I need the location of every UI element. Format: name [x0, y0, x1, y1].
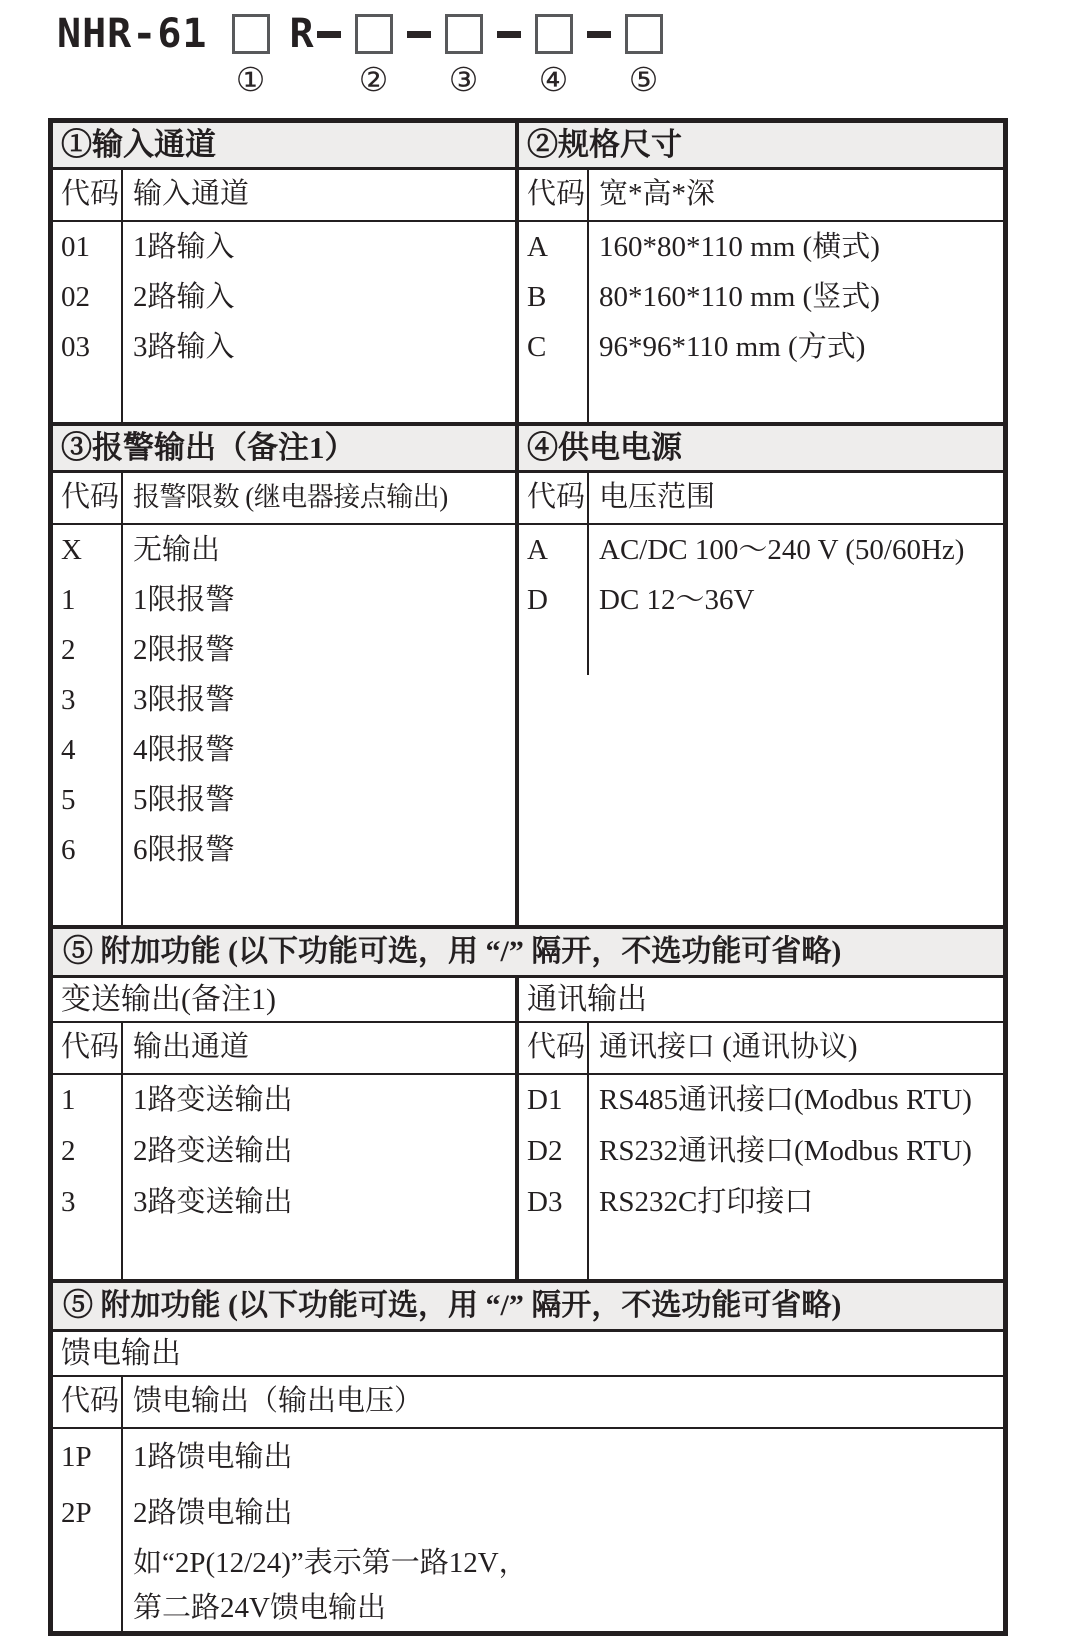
row-desc: 80*160*110 mm (竖式): [599, 281, 880, 313]
table-row: [53, 1485, 1003, 1541]
model-code-slot-3: [445, 14, 483, 99]
circled-number-5: ⑤: [628, 60, 659, 99]
model-code-line: [57, 11, 671, 99]
row-code: 1P: [53, 1429, 123, 1485]
dash-separator: [497, 31, 521, 38]
desc-header: 输入通道: [133, 178, 250, 210]
transmit-title: 变送输出(备注1): [53, 978, 515, 1023]
filler-row: [519, 372, 1003, 422]
code-header: 代码: [53, 170, 123, 220]
section-title-input: ①输入通道: [53, 123, 515, 170]
subheader-row: [519, 1023, 1003, 1075]
table-row: [519, 1177, 1003, 1228]
row-desc: 1路输入: [133, 231, 235, 263]
subheader-row: [53, 1377, 1003, 1429]
row-desc: RS232通讯接口(Modbus RTU): [599, 1135, 972, 1167]
table-row: [53, 1075, 515, 1126]
row-desc: 2限报警: [133, 634, 235, 666]
row-code: D1: [519, 1075, 589, 1126]
desc-header: 报警限数 (继电器接点输出): [133, 482, 448, 512]
table-row: [519, 322, 1003, 372]
subheader-row: [53, 473, 515, 525]
section-input-channel: [53, 123, 515, 422]
table-row: [519, 575, 1003, 625]
row-desc: 3限报警: [133, 684, 235, 716]
desc-header: 馈电输出（输出电压）: [133, 1385, 424, 1417]
model-code-box-2: [355, 14, 393, 54]
model-code-slot-2: [355, 14, 393, 99]
subheader-row: [53, 170, 515, 222]
row-desc: 3路变送输出: [133, 1186, 293, 1218]
row-desc: RS485通讯接口(Modbus RTU): [599, 1084, 972, 1116]
section-transmit: [53, 978, 515, 1279]
model-code-box-1: [232, 14, 270, 54]
table-row: [53, 1429, 1003, 1485]
section-alarm: [53, 426, 515, 925]
section-communication: [515, 978, 1003, 1279]
dash-separator: [407, 31, 431, 38]
row-desc: 2路变送输出: [133, 1135, 293, 1167]
comm-title: 通讯输出: [519, 978, 1003, 1023]
model-code-slot-5: [625, 14, 663, 99]
power-rows: [519, 525, 1003, 925]
row-code: D3: [519, 1177, 589, 1228]
table-row: [519, 272, 1003, 322]
feed-note-row: [53, 1586, 1003, 1631]
model-code-box-5: [625, 14, 663, 54]
row-desc: RS232C打印接口: [599, 1186, 814, 1218]
subheader-row: [519, 170, 1003, 222]
row-code: A: [519, 222, 589, 272]
row-code: D2: [519, 1126, 589, 1177]
table-row: [53, 575, 515, 625]
row-code: X: [53, 525, 123, 575]
table-row: [519, 1126, 1003, 1177]
table-row: [53, 1177, 515, 1228]
desc-header: 电压范围: [599, 481, 716, 513]
model-prefix: NHR-61: [57, 11, 208, 57]
row-code: 03: [53, 322, 123, 372]
code-header: 代码: [53, 473, 123, 523]
desc-header: 通讯接口 (通讯协议): [599, 1031, 858, 1063]
filler-row: [519, 1228, 1003, 1279]
row-desc: 2路馈电输出: [133, 1497, 293, 1529]
transmit-and-comm: [53, 978, 1003, 1279]
section-extra-functions-1: [53, 925, 1003, 1279]
row-code: C: [519, 322, 589, 372]
section-input-and-size: [53, 123, 1003, 422]
row-code: 2P: [53, 1485, 123, 1541]
desc-header: 宽*高*深: [599, 178, 716, 210]
extra-functions-band: ⑤ 附加功能 (以下功能可选，用 “/” 隔开，不选功能可省略): [53, 1283, 1003, 1332]
comm-rows: [519, 1075, 1003, 1279]
row-code: 2: [53, 1126, 123, 1177]
filler-row: [519, 625, 1003, 925]
row-desc: 160*80*110 mm (横式): [599, 231, 880, 263]
transmit-rows: [53, 1075, 515, 1279]
row-code: 4: [53, 725, 123, 775]
row-desc: DC 12～36V: [599, 584, 755, 616]
code-header: 代码: [519, 1023, 589, 1073]
row-code: 2: [53, 625, 123, 675]
row-desc: 4限报警: [133, 734, 235, 766]
table-row: [53, 625, 515, 675]
row-code: 6: [53, 825, 123, 875]
row-code: A: [519, 525, 589, 575]
section-title-power: ④供电电源: [519, 426, 1003, 473]
extra-functions-band: ⑤ 附加功能 (以下功能可选，用 “/” 隔开，不选功能可省略): [53, 929, 1003, 978]
table-row: [53, 322, 515, 372]
section-title-size: ②规格尺寸: [519, 123, 1003, 170]
input-rows: [53, 222, 515, 422]
row-code: 5: [53, 775, 123, 825]
subheader-row: [519, 473, 1003, 525]
model-code-box-4: [535, 14, 573, 54]
table-row: [53, 675, 515, 725]
row-code: D: [519, 575, 589, 625]
row-desc: 1路变送输出: [133, 1084, 293, 1116]
row-code: 02: [53, 272, 123, 322]
table-row: [53, 525, 515, 575]
feed-note-line: 第二路24V馈电输出: [133, 1592, 386, 1624]
dash-separator: [587, 31, 611, 38]
row-desc: AC/DC 100～240 V (50/60Hz): [599, 534, 965, 566]
model-code-slot-1: [232, 14, 270, 99]
table-row: [53, 272, 515, 322]
table-row: [53, 775, 515, 825]
dash-separator: [317, 31, 341, 38]
row-code: 1: [53, 1075, 123, 1126]
desc-header: 输出通道: [133, 1031, 250, 1063]
table-row: [519, 1075, 1003, 1126]
alarm-rows: [53, 525, 515, 925]
section-title-alarm: ③报警输出（备注1）: [53, 426, 515, 473]
row-code: 3: [53, 1177, 123, 1228]
feed-note-line: 如“2P(12/24)”表示第一路12V，: [133, 1547, 528, 1579]
row-desc: 1限报警: [133, 584, 235, 616]
size-rows: [519, 222, 1003, 422]
row-code: 3: [53, 675, 123, 725]
feed-rows: [53, 1429, 1003, 1631]
circled-number-3: ③: [448, 60, 479, 99]
model-r-label: R: [289, 11, 315, 57]
model-code-box-3: [445, 14, 483, 54]
code-header: 代码: [519, 473, 589, 523]
section-size: [515, 123, 1003, 422]
row-desc: 2路输入: [133, 281, 235, 313]
row-desc: 96*96*110 mm (方式): [599, 331, 866, 363]
row-desc: 3路输入: [133, 331, 235, 363]
code-header: 代码: [519, 170, 589, 220]
row-desc: 1路馈电输出: [133, 1441, 293, 1473]
feed-title: 馈电输出: [53, 1332, 1003, 1377]
table-row: [519, 222, 1003, 272]
row-code: B: [519, 272, 589, 322]
circled-number-1: ①: [235, 60, 266, 99]
circled-number-2: ②: [358, 60, 389, 99]
table-row: [53, 725, 515, 775]
row-code: 01: [53, 222, 123, 272]
row-desc: 无输出: [133, 534, 221, 566]
code-header: 代码: [53, 1377, 123, 1427]
table-row: [53, 1126, 515, 1177]
section-alarm-and-power: [53, 422, 1003, 925]
filler-row: [53, 372, 515, 422]
row-desc: 5限报警: [133, 784, 235, 816]
code-header: 代码: [53, 1023, 123, 1073]
ordering-spec-table: [48, 118, 1008, 1636]
circled-number-4: ④: [538, 60, 569, 99]
table-row: [519, 525, 1003, 575]
feed-note-row: [53, 1541, 1003, 1586]
filler-row: [53, 1228, 515, 1279]
section-power: [515, 426, 1003, 925]
subheader-row: [53, 1023, 515, 1075]
row-desc: 6限报警: [133, 834, 235, 866]
table-row: [53, 222, 515, 272]
model-code-slot-4: [535, 14, 573, 99]
section-extra-functions-2: [53, 1279, 1003, 1631]
table-row: [53, 825, 515, 875]
filler-row: [53, 875, 515, 925]
row-code: 1: [53, 575, 123, 625]
